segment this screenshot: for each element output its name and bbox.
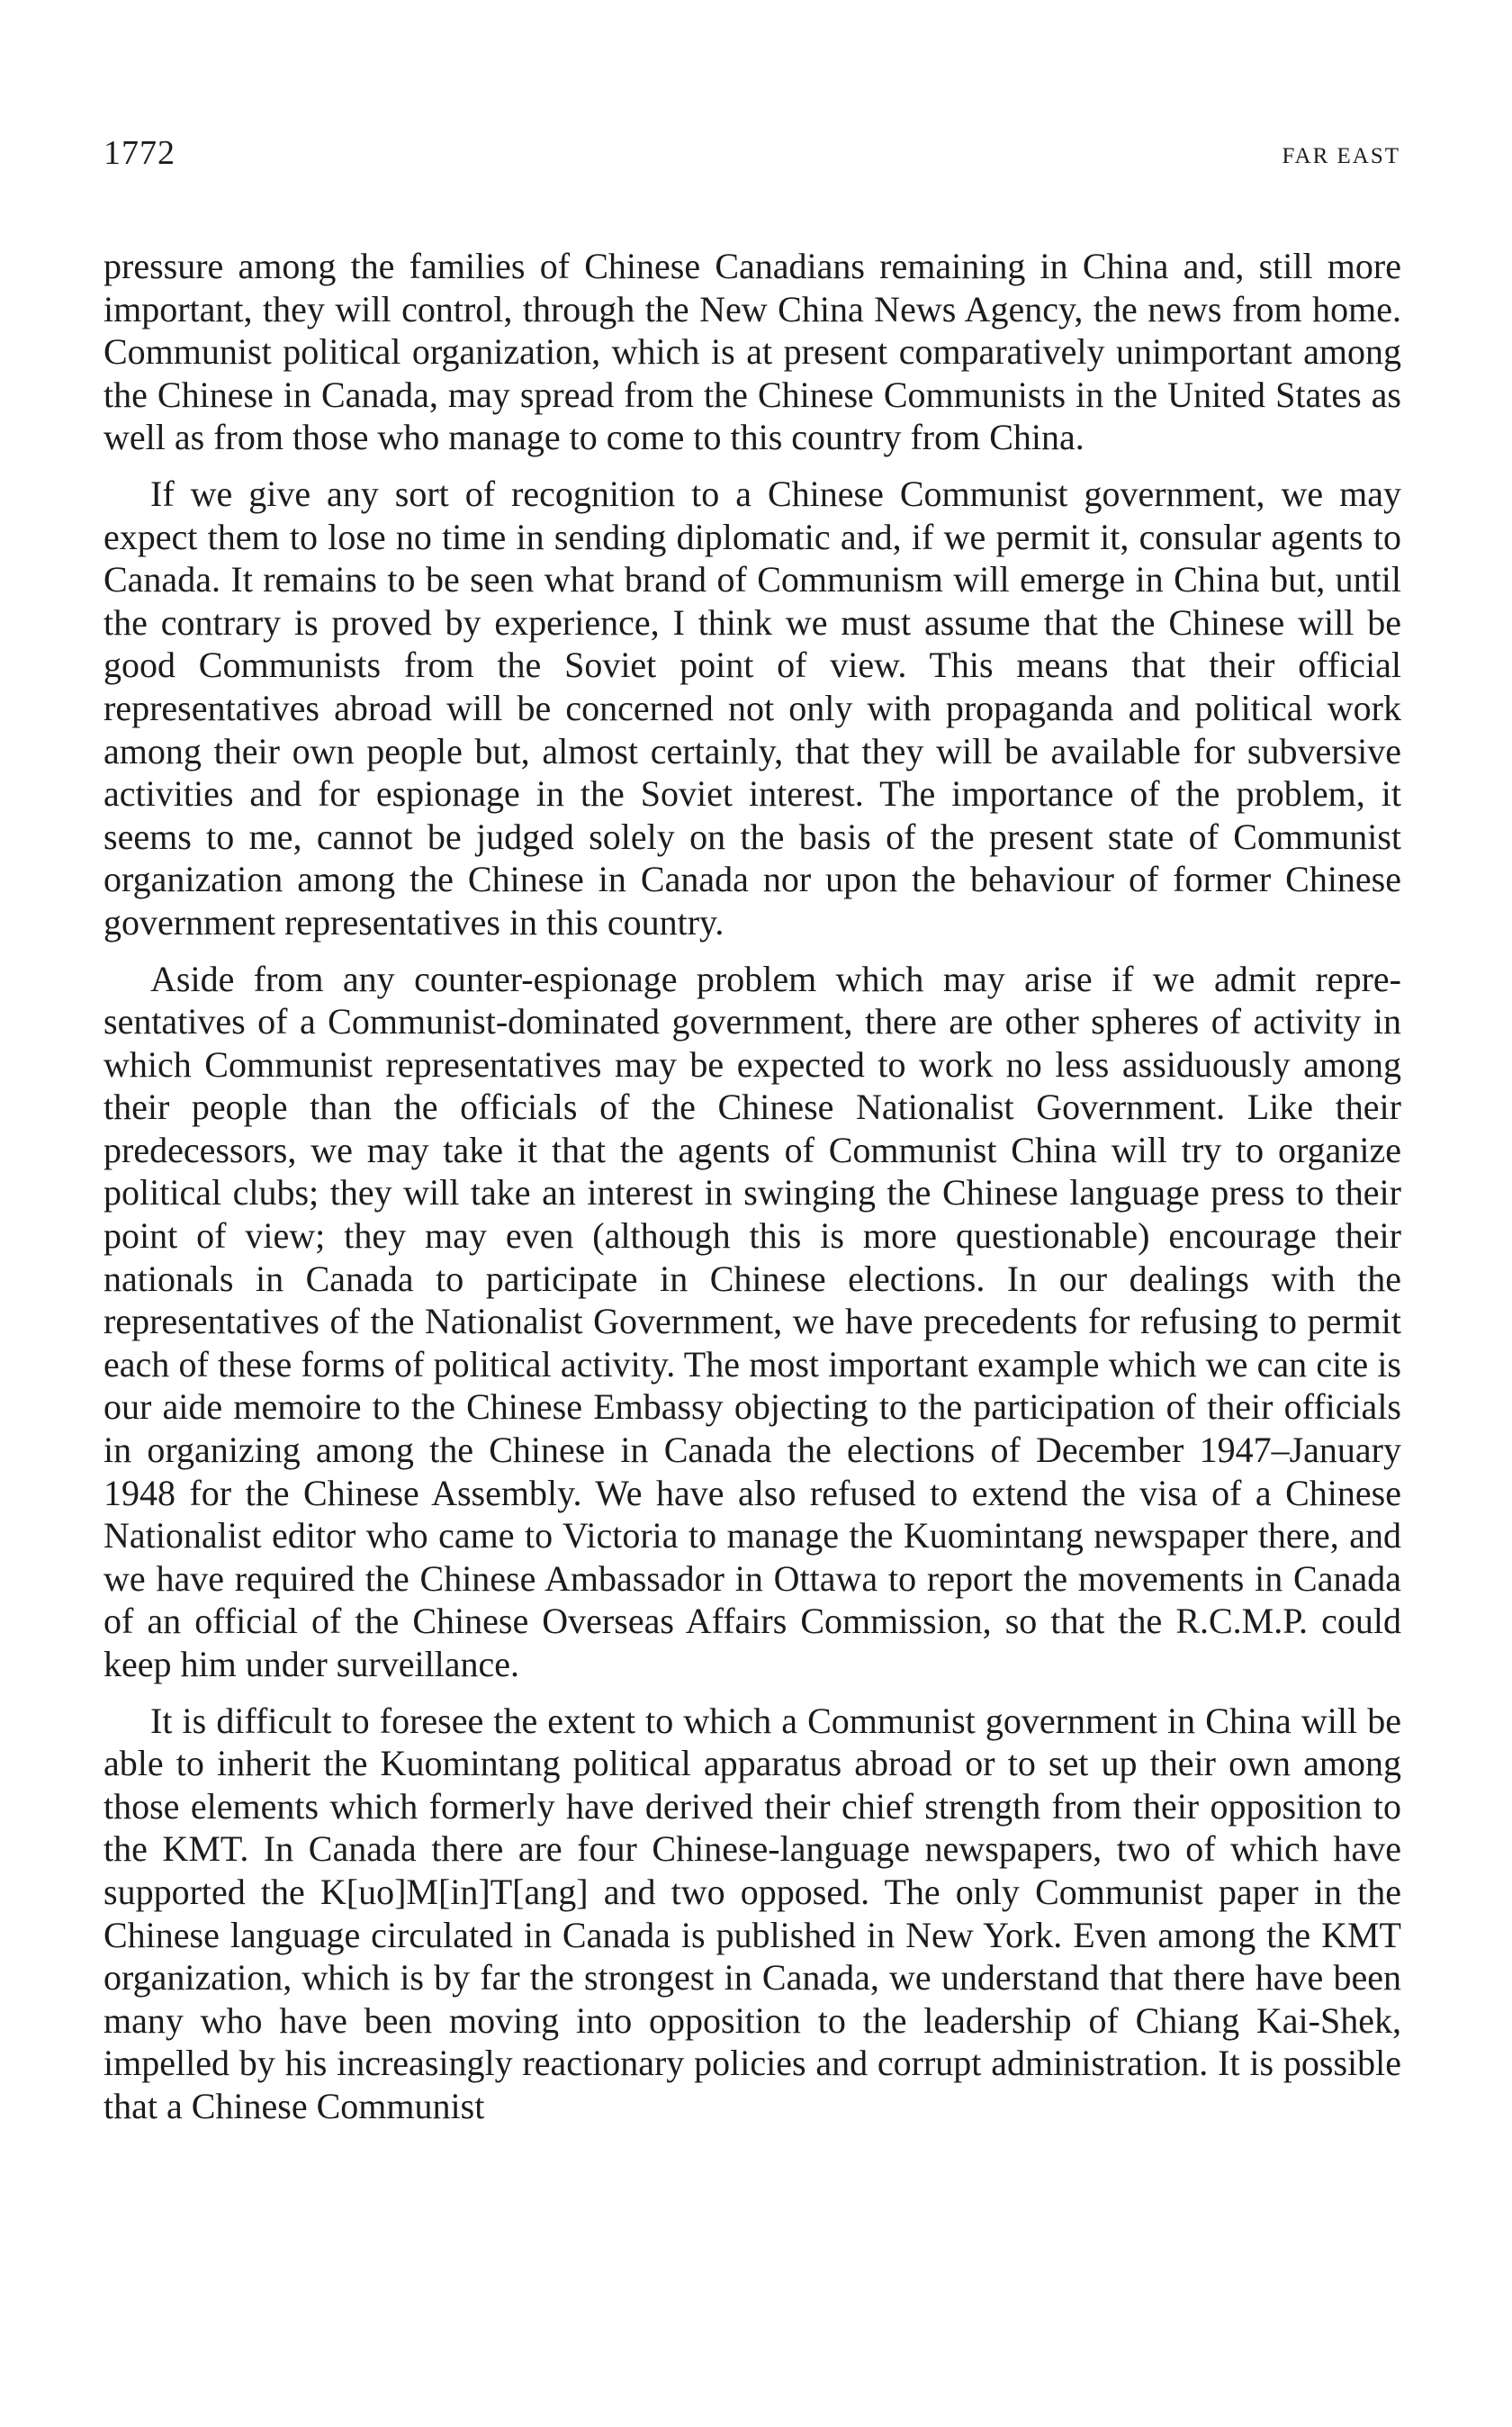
section-title: FAR EAST <box>1282 144 1400 168</box>
paragraph-2: If we give any sort of recognition to a Chinese Communist government, we may expect them to lose no time in sending diplomatic and, if we permit it, consular agents to Canada. It remains to be seen what brand of Communism will emerge in China but, until the contrary is proved by experience, I think we must assume that the Chinese will be good Communists from the Soviet point of view. This means that their official representatives abroad will be concerned not only with propaganda and political work among their own people but, almost certainly, that they will be available for subversive activities and for espionage in the Soviet interest. The importance of the problem, it seems to me, cannot be judged solely on the basis of the present state of Communist organization among the Chinese in Canada nor upon the behaviour of former Chinese government representatives in this country. <box>104 473 1401 943</box>
paragraph-3: Aside from any counter-espionage problem which may arise if we admit representatives of a Communist-dominated government, there are other spheres of activity in which Communist representatives may be expected to work no less assiduously among their people than the officials of the Chinese Nationalist Government. Like their predecessors, we may take it that the agents of Communist China will try to organize political clubs; they will take an interest in swinging the Chinese language press to their point of view; they may even (although this is more questionable) encourage their nationals in Canada to participate in Chinese elections. In our dealings with the representatives of the Nationalist Government, we have precedents for refusing to permit each of these forms of political activity. The most important example which we can cite is our aide memoire to the Chinese Embassy objecting to the participation of their officials in organizing among the Chinese in Canada the elections of December 1947–January 1948 for the Chinese Assembly. We have also refused to extend the visa of a Chinese Nationalist editor who came to Victoria to manage the Kuomintang newspaper there, and we have required the Chinese Ambassador in Ottawa to report the movements in Canada of an official of the Chinese Overseas Affairs Commission, so that the R.C.M.P. could keep him under surveillance. <box>104 958 1401 1684</box>
paragraph-4: It is difficult to foresee the extent to which a Communist government in China will be able to inherit the Kuomintang political apparatus abroad or to set up their own among those elements which formerly have derived their chief strength from their opposition to the KMT. In Canada there are four Chinese-language newspapers, two of which have supported the K[uo]M[in]T[ang] and two opposed. The only Communist paper in the Chinese language circulated in Canada is published in New York. Even among the KMT organization, which is by far the strongest in Canada, we understand that there have been many who have been moving into opposition to the leadership of Chiang Kai-Shek, impelled by his increasingly reactionary policies and corrupt administration. It is possible that a Chinese Communist <box>104 1700 1401 2126</box>
paragraph-1: pressure among the families of Chinese Canadians remaining in China and, still more important, they will control, through the New China News Agency, the news from home. Communist political organization, which is at present comparatively unimportant among the Chinese in Canada, may spread from the Chinese Communists in the United States as well as from those who manage to come to this country from China. <box>104 246 1401 458</box>
body-text <box>104 245 1401 2128</box>
page-number: 1772 <box>104 134 176 172</box>
running-head <box>104 133 1400 187</box>
